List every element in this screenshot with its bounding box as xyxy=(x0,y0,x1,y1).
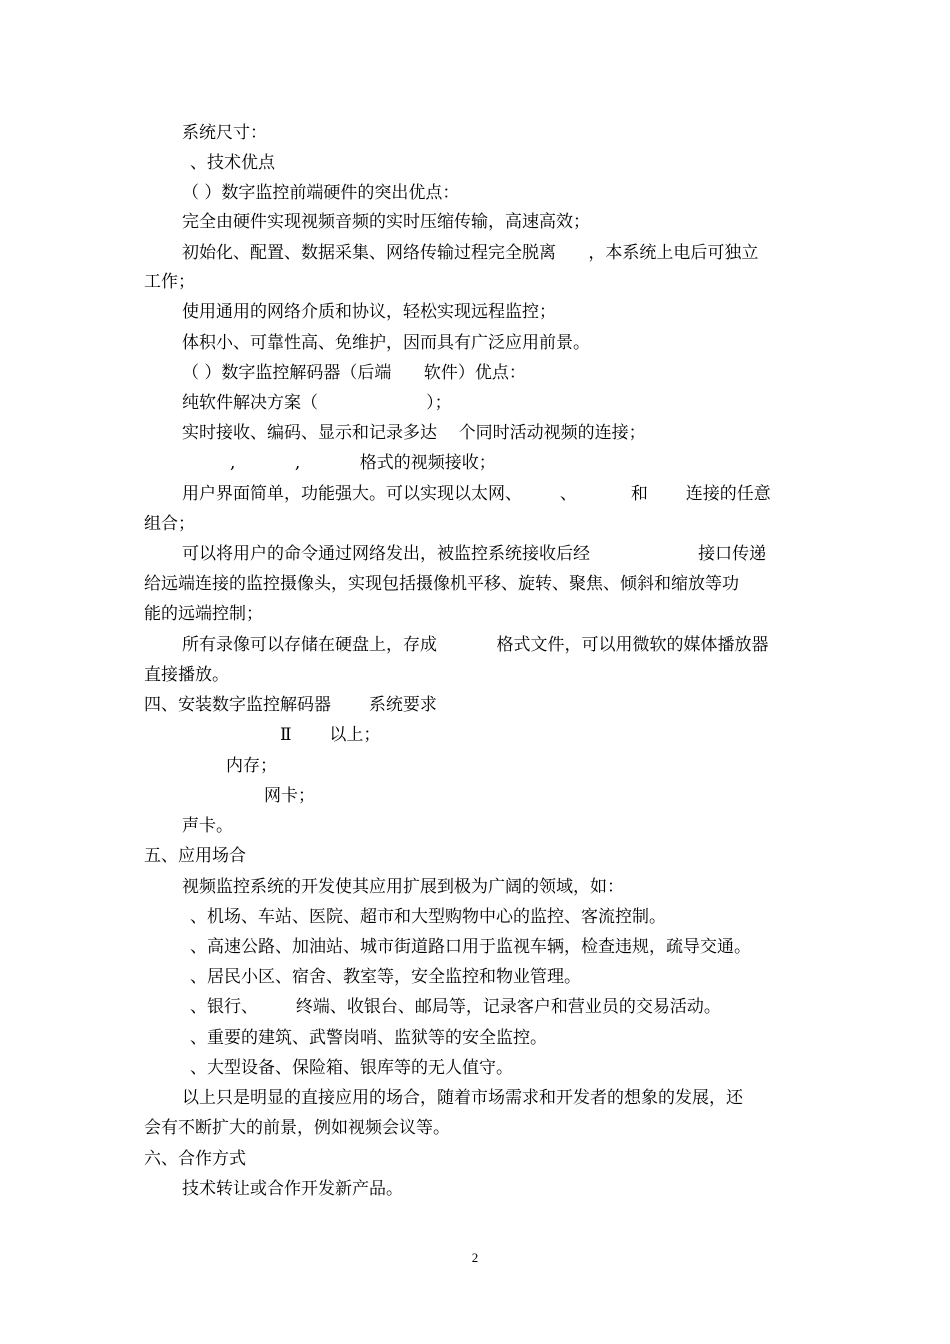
section-heading: 、技术优点 xyxy=(190,153,275,173)
section-heading: 四、安装数字监控解码器 系统要求 xyxy=(144,695,437,715)
text-line: 实时接收、编码、显示和记录多达 个同时活动视频的连接； xyxy=(182,423,646,443)
section-heading: 六、合作方式 xyxy=(144,1149,246,1169)
text-line: 给远端连接的监控摄像头，实现包括摄像机平移、旋转、聚焦、倾斜和缩放等功 xyxy=(144,574,739,594)
page-number: 2 xyxy=(471,1250,479,1265)
text-line: Ⅱ 以上； xyxy=(280,725,381,745)
text-line: 声卡。 xyxy=(182,816,233,836)
text-line: 直接播放。 xyxy=(144,665,229,685)
text-line: 网卡； xyxy=(264,786,315,806)
text-line: 能的远端控制； xyxy=(144,604,263,624)
text-line: 工作； xyxy=(144,272,195,292)
text-line: 组合； xyxy=(144,514,195,534)
text-line: 纯软件解决方案（ ）； xyxy=(182,393,452,413)
text-line: , , 格式的视频接收； xyxy=(230,453,496,473)
subsection-heading: （ ）数字监控前端硬件的突出优点： xyxy=(182,183,460,203)
list-item: 、高速公路、加油站、城市街道路口用于监视车辆，检查违规，疏导交通。 xyxy=(190,937,751,957)
text-line: 所有录像可以存储在硬盘上，存成 格式文件，可以用微软的媒体播放器 xyxy=(182,635,769,655)
list-item: 、银行、 终端、收银台、邮局等，记录客户和营业员的交易活动。 xyxy=(190,997,721,1017)
list-item: 、居民小区、宿舍、教室等，安全监控和物业管理。 xyxy=(190,967,581,987)
list-item: 、大型设备、保险箱、银库等的无人值守。 xyxy=(190,1058,513,1078)
text-line: 内存； xyxy=(226,756,277,776)
list-item: 、机场、车站、医院、超市和大型购物中心的监控、客流控制。 xyxy=(190,907,666,927)
text-line: 技术转让或合作开发新产品。 xyxy=(182,1179,403,1199)
text-line: 系统尺寸： xyxy=(182,123,267,143)
text-line: 使用通用的网络介质和协议，轻松实现远程监控； xyxy=(182,302,556,322)
text-line: 体积小、可靠性高、免维护，因而具有广泛应用前景。 xyxy=(182,333,590,353)
text-line: 用户界面简单，功能强大。可以实现以太网、 、 和 连接的任意 xyxy=(182,484,771,504)
text-line: 会有不断扩大的前景，例如视频会议等。 xyxy=(144,1118,450,1138)
subsection-heading: （ ）数字监控解码器（后端 软件）优点： xyxy=(182,363,526,383)
text-line: 完全由硬件实现视频音频的实时压缩传输，高速高效； xyxy=(182,212,590,232)
section-heading: 五、应用场合 xyxy=(144,846,246,866)
text-line: 视频监控系统的开发使其应用扩展到极为广阔的领域，如： xyxy=(182,877,624,897)
text-line: 可以将用户的命令通过网络发出，被监控系统接收后经 接口传递 xyxy=(182,544,767,564)
text-line: 以上只是明显的直接应用的场合，随着市场需求和开发者的想象的发展，还 xyxy=(182,1088,743,1108)
text-line: 初始化、配置、数据采集、网络传输过程完全脱离 ，本系统上电后可独立 xyxy=(182,243,759,263)
list-item: 、重要的建筑、武警岗哨、监狱等的安全监控。 xyxy=(190,1028,547,1048)
